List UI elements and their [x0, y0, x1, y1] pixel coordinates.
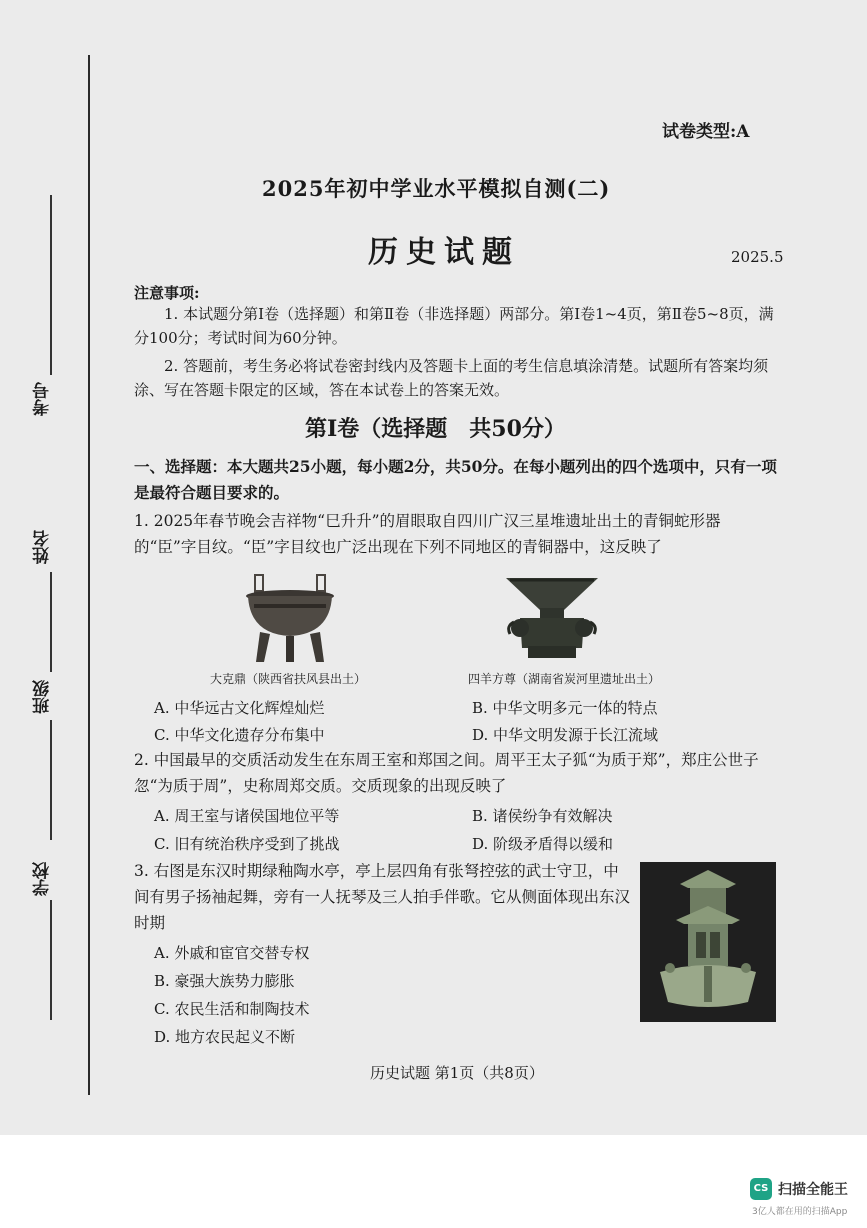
- q2-option-a: A. 周王室与诸侯国地位平等: [154, 807, 340, 825]
- q2-option-b: B. 诸侯纷争有效解决: [472, 807, 613, 825]
- section-title: 第Ⅰ卷（选择题 共50分）: [305, 416, 566, 442]
- notice-item-2: 2. 答题前，考生务必将试卷密封线内及答题卡上面的考生信息填涂清楚。试题所有答案均须涂、写在答题卡限定的区域，答在本试卷上的答案无效。: [134, 357, 769, 399]
- caption-ding: 大克鼎（陕西省扶风县出土）: [210, 672, 367, 686]
- q3-option-c: C. 农民生活和制陶技术: [154, 1000, 310, 1018]
- pottery-pavilion-image: [640, 862, 776, 1022]
- q1-option-b: B. 中华文明多元一体的特点: [472, 699, 658, 717]
- q1-option-a: A. 中华远古文化辉煌灿烂: [154, 699, 325, 717]
- four-ram-zun-image: [502, 574, 602, 660]
- binding-line: [88, 55, 90, 1095]
- exam-number-label: 考号: [33, 382, 53, 416]
- name-label: 姓名: [33, 530, 53, 564]
- q1-option-c: C. 中华文化遗存分布集中: [154, 726, 325, 744]
- q2-option-d: D. 阶级矛盾得以缓和: [472, 835, 614, 853]
- camscanner-tagline: 3亿人都在用的扫描App: [752, 1207, 848, 1217]
- exam-title: 2025年初中学业水平模拟自测(二): [262, 176, 611, 201]
- class-blank: [50, 720, 52, 840]
- question-1-stem: 1. 2025年春节晚会吉祥物“巳升升”的眉眼取自四川广汉三星堆遗址出土的青铜蛇形器的“臣”字目纹。“臣”字目纹也广泛出现在下列不同地区的青铜器中，这反映了: [134, 512, 721, 556]
- question-3-stem: 3. 右图是东汉时期绿釉陶水亭，亭上层四角有张弩控弦的武士守卫，中间有男子扬袖起舞，旁有一人抚琴及三人拍手伴歌。它从侧面体现出东汉时期: [134, 862, 631, 932]
- subject-title: 历史试题: [368, 235, 520, 270]
- exam-date: 2025.5: [731, 248, 784, 266]
- name-blank: [50, 572, 52, 672]
- q3-option-d: D. 地方农民起义不断: [154, 1028, 296, 1046]
- notice-heading: 注意事项:: [134, 284, 200, 302]
- paper-type: 试卷类型:A: [662, 122, 750, 142]
- q3-option-b: B. 豪强大族势力膨胀: [154, 972, 295, 990]
- school-label: 学校: [33, 862, 53, 896]
- camscanner-logo-icon: CS: [750, 1178, 772, 1200]
- bronze-ding-image: [240, 572, 340, 664]
- section-instruction: 一、选择题：本大题共25小题，每小题2分，共50分。在每小题列出的四个选项中，只有一项是最符合题目要求的。: [134, 457, 777, 502]
- exam-number-blank: [50, 195, 52, 375]
- q2-option-c: C. 旧有统治秩序受到了挑战: [154, 835, 340, 853]
- class-label: 班级: [33, 680, 53, 714]
- page-footer: 历史试题 第1页（共8页）: [370, 1064, 544, 1082]
- school-blank: [50, 900, 52, 1020]
- q3-option-a: A. 外戚和宦官交替专权: [154, 944, 310, 962]
- camscanner-app-name: 扫描全能王: [778, 1182, 848, 1198]
- question-2-stem: 2. 中国最早的交质活动发生在东周王室和郑国之间。周平王太子狐“为质于郑”，郑庄公世子忽“为质于周”，史称周郑交质。交质现象的出现反映了: [134, 751, 759, 795]
- caption-zun: 四羊方尊（湖南省炭河里遗址出土）: [468, 672, 661, 686]
- notice-item-1: 1. 本试题分第Ⅰ卷（选择题）和第Ⅱ卷（非选择题）两部分。第Ⅰ卷1~4页，第Ⅱ卷5~8页，满分100分；考试时间为60分钟。: [134, 305, 774, 347]
- q1-option-d: D. 中华文明发源于长江流域: [472, 726, 659, 744]
